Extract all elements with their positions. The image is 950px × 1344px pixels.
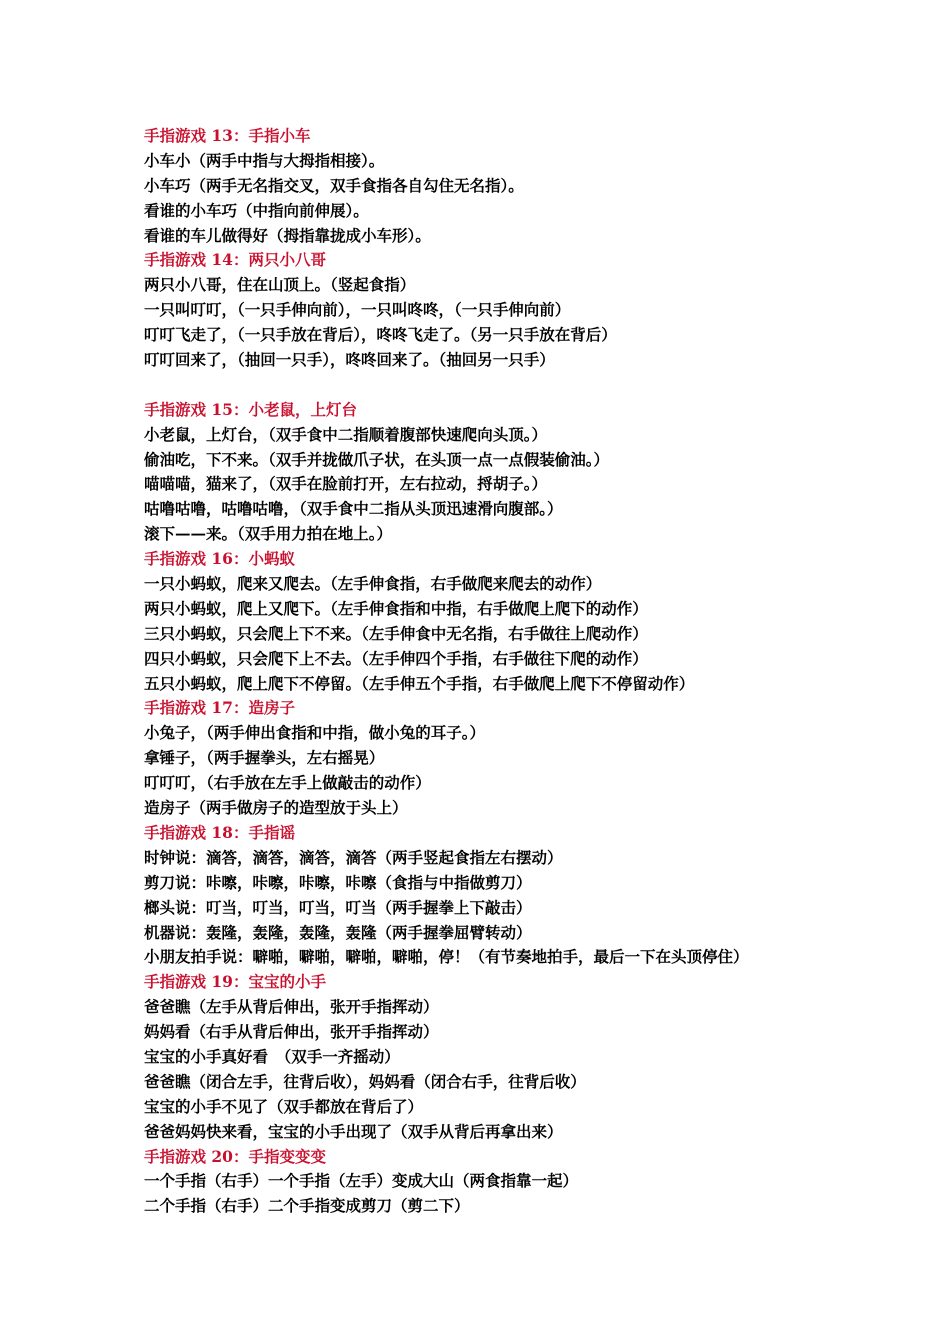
section-title: 手指游戏 14：两只小八哥: [144, 250, 326, 270]
text-line: 三只小蚂蚁，只会爬上下不来。（左手伸食中无名指，右手做往上爬动作）: [144, 623, 648, 643]
text-line: 榔头说：叮当，叮当，叮当，叮当（两手握拳上下敲击）: [144, 897, 532, 917]
section-title: 手指游戏 16：小蚂蚁: [144, 549, 295, 569]
text-line: 四只小蚂蚁，只会爬下上不去。（左手伸四个手指，右手做往下爬的动作）: [144, 648, 648, 668]
text-line: 偷油吃，下不来。（双手并拢做爪子状，在头顶一点一点假装偷油。）: [144, 449, 610, 469]
section-title: 手指游戏 19：宝宝的小手: [144, 972, 326, 992]
text-line: 看谁的车儿做得好（拇指靠拢成小车形）。: [144, 225, 431, 245]
text-line: 爸爸瞧（左手从背后伸出，张开手指挥动）: [144, 997, 439, 1017]
text-line: 时钟说：滴答，滴答，滴答，滴答（两手竖起食指左右摆动）: [144, 847, 563, 867]
document-body: [144, 124, 864, 1219]
text-line: 滚下——来。（双手用力拍在地上。）: [144, 524, 393, 544]
text-line: 妈妈看（右手从背后伸出，张开手指挥动）: [144, 1022, 439, 1042]
text-line: 二个手指（右手）二个手指变成剪刀（剪二下）: [144, 1196, 470, 1216]
text-line: 爸爸瞧（闭合左手，往背后收），妈妈看（闭合右手，往背后收）: [144, 1071, 586, 1091]
text-line: 一只小蚂蚁，爬来又爬去。（左手伸食指，右手做爬来爬去的动作）: [144, 574, 602, 594]
text-line: 宝宝的小手不见了（双手都放在背后了）: [144, 1096, 424, 1116]
text-line: 咕噜咕噜，咕噜咕噜，（双手食中二指从头顶迅速滑向腹部。）: [144, 499, 563, 519]
text-line: 喵喵喵，猫来了，（双手在脸前打开，左右拉动，捋胡子。）: [144, 474, 548, 494]
text-line: 五只小蚂蚁，爬上爬下不停留。（左手伸五个手指，右手做爬上爬下不停留动作）: [144, 673, 695, 693]
text-line: 宝宝的小手真好看 （双手一齐摇动）: [144, 1046, 400, 1066]
section-title: 手指游戏 17：造房子: [144, 698, 295, 718]
text-line: 两只小八哥，住在山顶上。（竖起食指）: [144, 275, 416, 295]
text-line: 小兔子，（两手伸出食指和中指，做小兔的耳子。）: [144, 723, 486, 743]
text-line: 叮叮叮，（右手放在左手上做敲击的动作）: [144, 773, 431, 793]
text-line: 小车巧（两手无名指交叉，双手食指各自勾住无名指）。: [144, 175, 524, 195]
text-line: 小朋友拍手说：噼啪，噼啪，噼啪，噼啪，停！（有节奏地拍手，最后一下在头顶停住）: [144, 947, 749, 967]
text-line: 小老鼠，上灯台，（双手食中二指顺着腹部快速爬向头顶。）: [144, 424, 548, 444]
text-line: 机器说：轰隆，轰隆，轰隆，轰隆（两手握拳屈臂转动）: [144, 922, 532, 942]
text-line: 剪刀说：咔嚓，咔嚓，咔嚓，咔嚓（食指与中指做剪刀）: [144, 872, 532, 892]
blank-line: [144, 373, 864, 398]
section-title: 手指游戏 15：小老鼠，上灯台: [144, 399, 357, 419]
section-title: 手指游戏 18：手指谣: [144, 822, 295, 842]
text-line: 看谁的小车巧（中指向前伸展）。: [144, 200, 369, 220]
text-line: 造房子（两手做房子的造型放于头上）: [144, 798, 408, 818]
text-line: 拿锤子，（两手握拳头，左右摇晃）: [144, 748, 385, 768]
text-line: 两只小蚂蚁，爬上又爬下。（左手伸食指和中指，右手做爬上爬下的动作）: [144, 598, 648, 618]
text-line: 一个手指（右手）一个手指（左手）变成大山（两食指靠一起）: [144, 1171, 579, 1191]
text-line: 叮叮回来了，（抽回一只手），咚咚回来了。（抽回另一只手）: [144, 350, 555, 370]
text-line: 小车小（两手中指与大拇指相接）。: [144, 150, 385, 170]
text-line: 叮叮飞走了，（一只手放在背后），咚咚飞走了。（另一只手放在背后）: [144, 325, 617, 345]
section-title: 手指游戏 20：手指变变变: [144, 1146, 326, 1166]
section-title: 手指游戏 13：手指小车: [144, 126, 311, 145]
text-line: 一只叫叮叮，（一只手伸向前），一只叫咚咚，（一只手伸向前）: [144, 300, 571, 320]
text-line: 爸爸妈妈快来看，宝宝的小手出现了（双手从背后再拿出来）: [144, 1121, 563, 1141]
